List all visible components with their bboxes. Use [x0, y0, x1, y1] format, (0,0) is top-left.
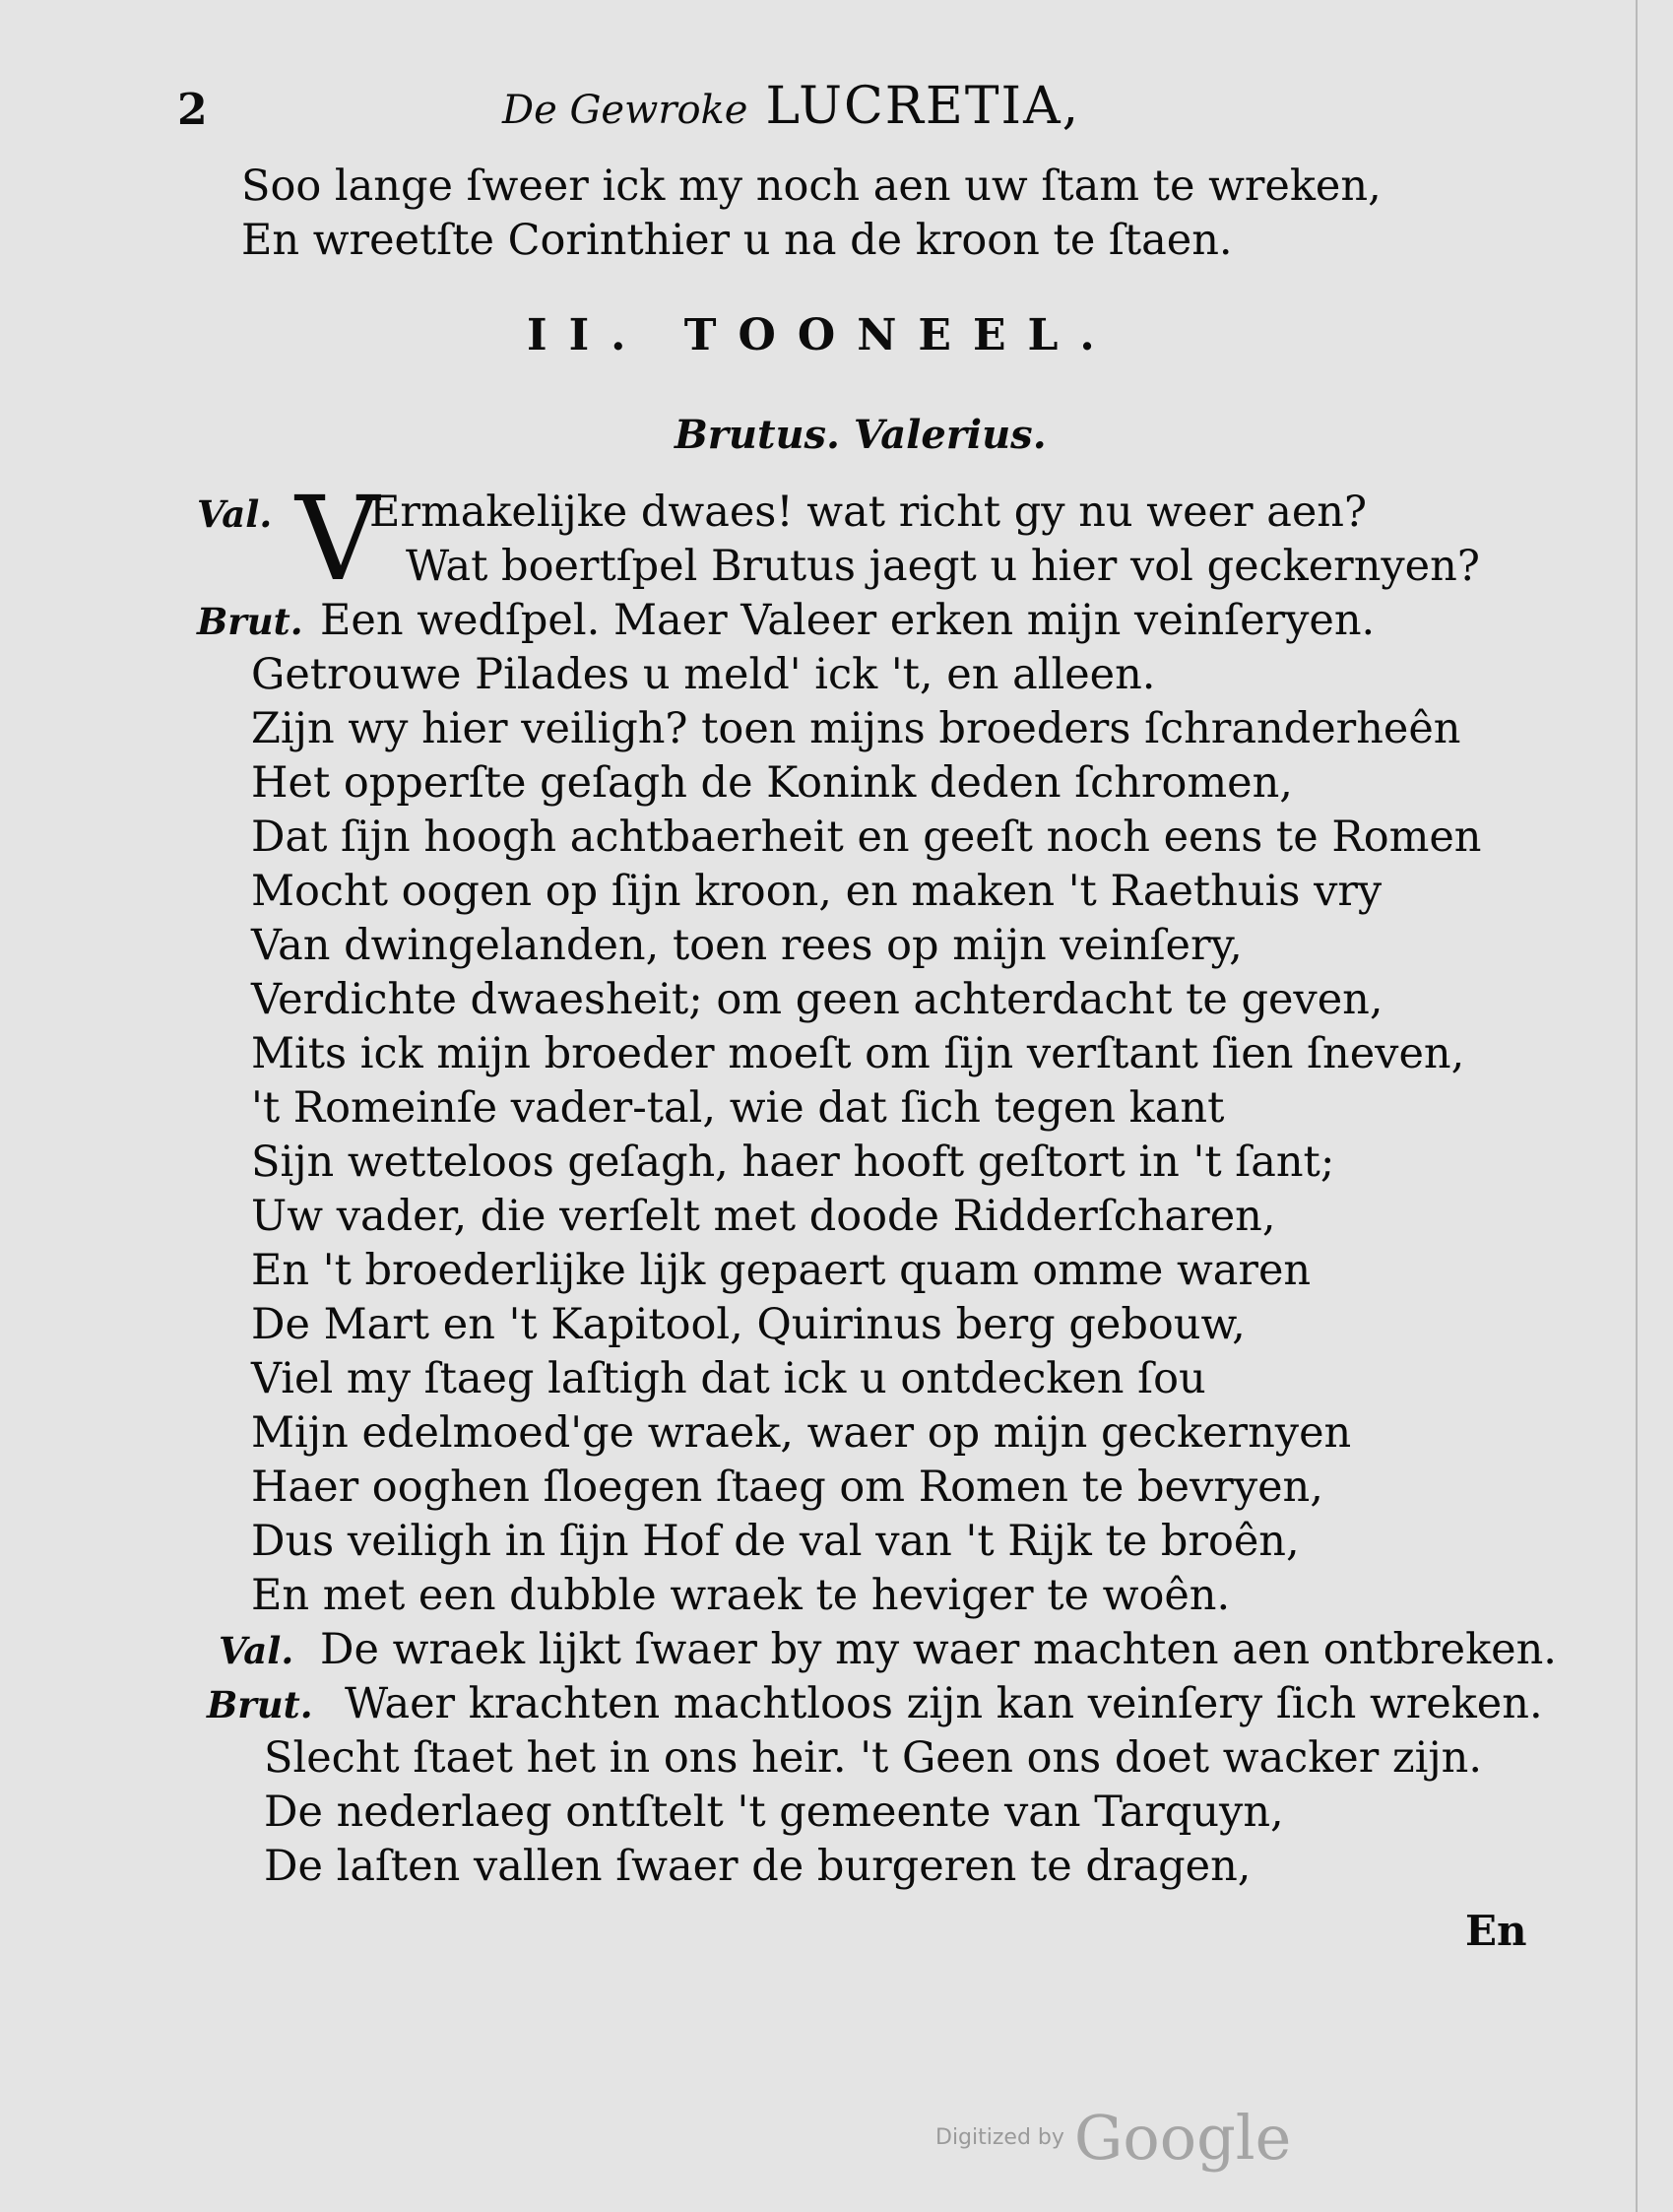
speaker-label: Brut.	[197, 600, 303, 643]
verse-line: Ermakelijke dwaes! wat richt gy nu weer aen?	[369, 488, 1368, 537]
watermark-prefix: Digitized by	[935, 2125, 1064, 2150]
verse-line: De nederlaeg ontſtelt 't gemeente van Tarquyn,	[264, 1788, 1284, 1837]
verse-line: Dus veiligh in ſijn Hof de val van 't Rijk te broên,	[251, 1517, 1300, 1566]
verse-line: Van dwingelanden, toen rees op mijn veinſery,	[251, 921, 1243, 970]
verse-line: 't Romeinſe vader-tal, wie dat ſich tegen kant	[251, 1083, 1225, 1133]
verse-line: Haer ooghen ſloegen ſtaeg om Romen te bevryen,	[251, 1463, 1323, 1512]
verse-line: Mijn edelmoed'ge wraek, waer op mijn geckernyen	[251, 1408, 1352, 1458]
verse-line: Wat boertſpel Brutus jaegt u hier vol geckernyen?	[406, 542, 1480, 591]
running-title-italic: De Gewroke	[502, 88, 748, 133]
verse-line: Uw vader, die verſelt met doode Ridderſcharen,	[251, 1192, 1276, 1241]
running-title-main: LUCRETIA,	[765, 77, 1081, 136]
running-header	[177, 77, 1201, 146]
verse-line: En met een dubble wraek te heviger te woên.	[251, 1571, 1231, 1620]
verse-line: Waer krachten machtloos zijn kan veinſery ſich wreken.	[345, 1679, 1543, 1728]
verse-line: Soo lange ſweer ick my noch aen uw ſtam te wreken,	[241, 162, 1382, 211]
running-title	[502, 77, 1080, 136]
speaker-label: Brut.	[207, 1683, 313, 1726]
verse-line: De Mart en 't Kapitool, Quirinus berg gebouw,	[251, 1300, 1246, 1349]
verse-line: Slecht ſtaet het in ons heir. 't Geen ons doet wacker zijn.	[264, 1733, 1483, 1783]
verse-line: Getrouwe Pilades u meld' ick 't, en alleen.	[251, 650, 1156, 699]
verse-line: Een wedſpel. Maer Valeer erken mijn veinſeryen.	[320, 596, 1376, 645]
page-number: 2	[177, 85, 208, 135]
verse-line: Verdichte dwaesheit; om geen achterdacht te geven,	[251, 975, 1383, 1024]
verse-line: Mocht oogen op ſijn kroon, en maken 't Raethuis vry	[251, 867, 1383, 916]
verse-line: En 't broederlijke lijk gepaert quam omme waren	[251, 1246, 1312, 1295]
google-logo: Google	[1073, 2102, 1292, 2174]
scene-characters: Brutus. Valerius.	[675, 412, 1047, 458]
page-edge-line	[1636, 0, 1638, 2212]
speaker-label: Val.	[197, 492, 273, 536]
catchword: En	[1465, 1907, 1527, 1955]
verse-line: Het opperſte geſagh de Konink deden ſchromen,	[251, 758, 1293, 808]
verse-line: Zijn wy hier veiligh? toen mijns broeders ſchranderheên	[251, 704, 1461, 753]
verse-line: De laſten vallen ſwaer de burgeren te dragen,	[264, 1842, 1252, 1891]
verse-line: Sijn wetteloos geſagh, haer hooft geſtort in 't ſant;	[251, 1138, 1335, 1187]
verse-line: Dat ſijn hoogh achtbaerheit en geeſt noch eens te Romen	[251, 813, 1482, 862]
verse-line: En wreetſte Corinthier u na de kroon te ſtaen.	[241, 216, 1233, 265]
scene-heading: II. TOONEEL.	[527, 310, 1117, 360]
verse-line: De wraek lijkt ſwaer by my waer machten aen ontbreken.	[320, 1625, 1557, 1674]
verse-line: Viel my ſtaeg laſtigh dat ick u ontdecken ſou	[251, 1354, 1206, 1403]
drop-cap: V	[295, 471, 380, 607]
digitized-watermark	[935, 2102, 1291, 2174]
verse-line: Mits ick mijn broeder moeſt om ſijn verſtant ſien ſneven,	[251, 1029, 1465, 1078]
speaker-label: Val.	[219, 1629, 294, 1672]
